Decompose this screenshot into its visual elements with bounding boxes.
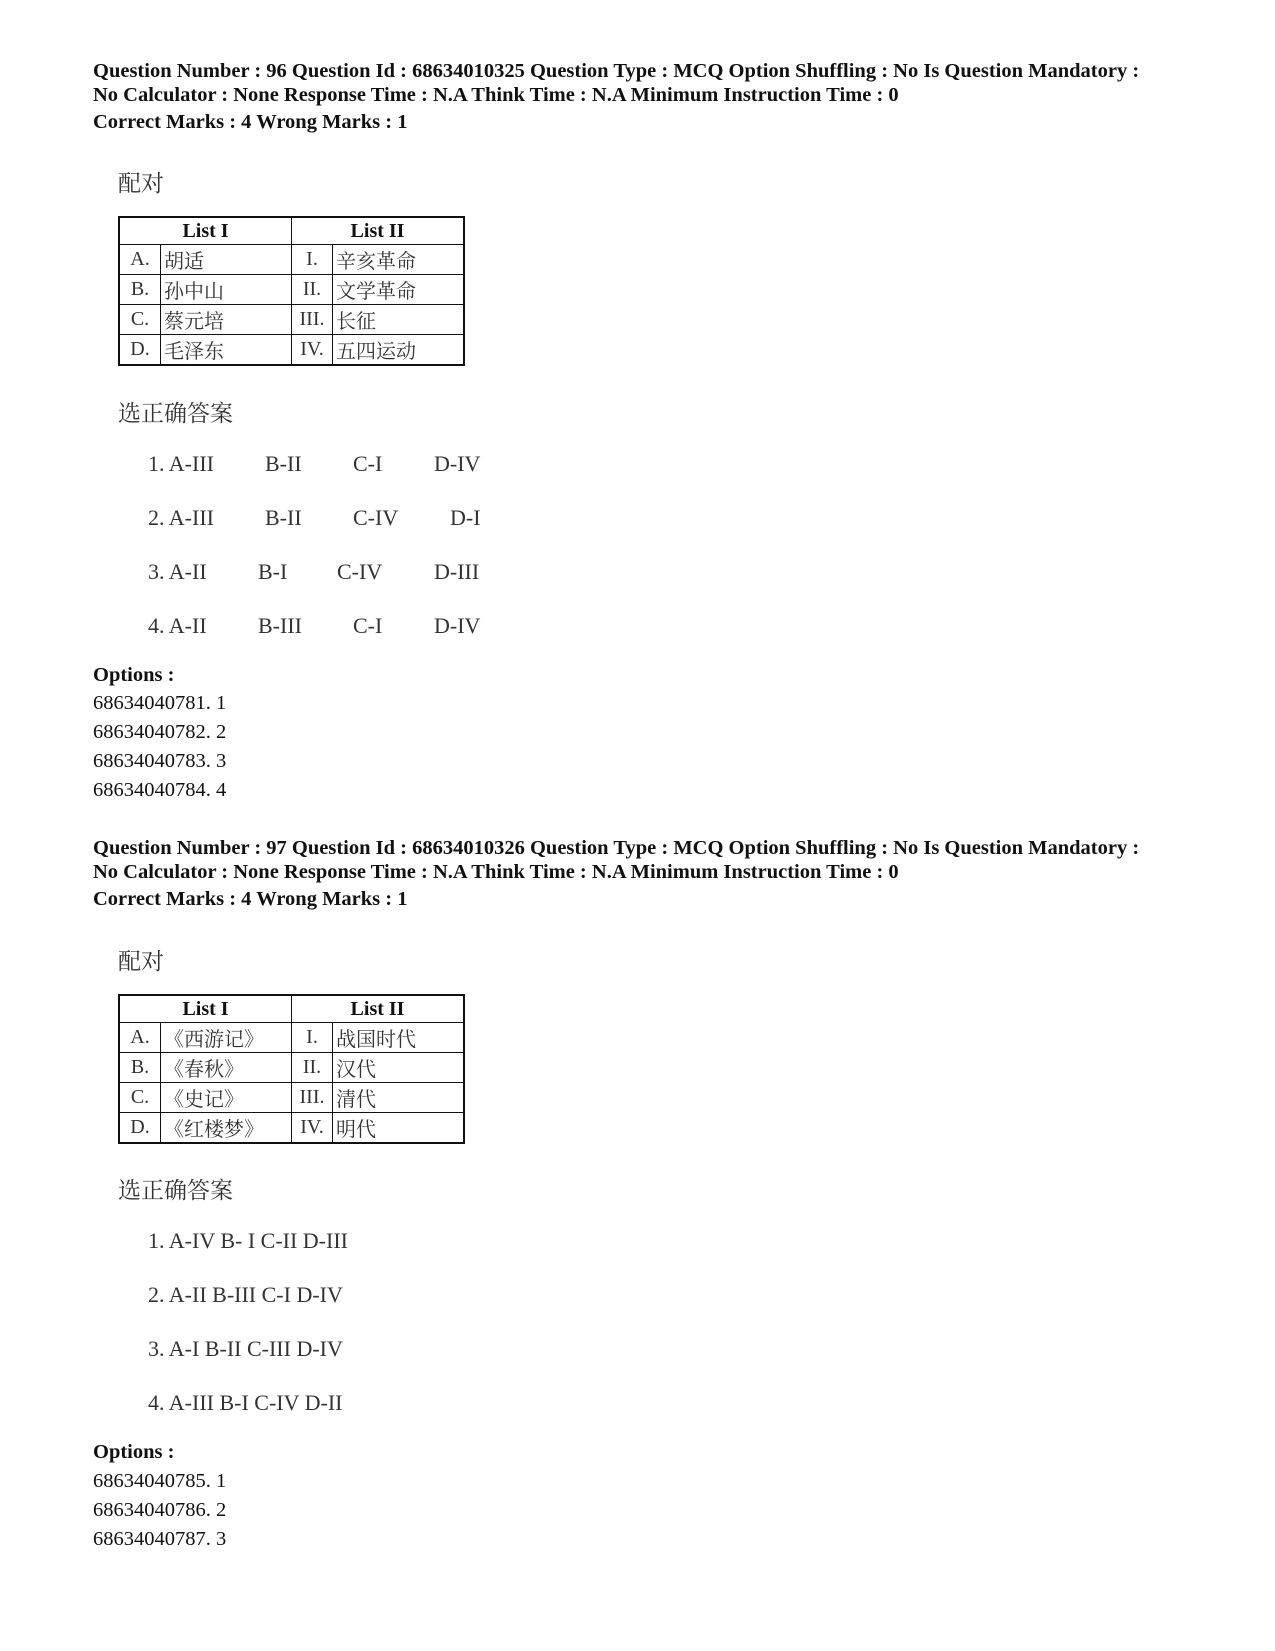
choice-part: B-III	[258, 613, 302, 638]
choice-part: B-II	[265, 505, 302, 530]
choice-part: 1. A-III	[148, 451, 214, 476]
list-1-key: D.	[119, 335, 161, 366]
question-96-heading: 配对	[118, 171, 164, 197]
list-2-value: 清代	[333, 1083, 465, 1113]
table-row	[119, 1053, 464, 1083]
list-1-key: A.	[119, 1023, 161, 1053]
question-96-instruction: 选正确答案	[118, 401, 233, 427]
question-96-meta	[93, 59, 1213, 107]
list-2-value: 汉代	[333, 1053, 465, 1083]
table-row	[119, 305, 464, 335]
list-2-header: List II	[292, 217, 465, 245]
question-meta-line: No Calculator : None Response Time : N.A Think Time : N.A Minimum Instruction Time : 0	[93, 861, 899, 883]
list-1-key: A.	[119, 245, 161, 275]
question-meta-line: Question Number : 97 Question Id : 68634010326 Question Type : MCQ Option Shuffling : No Is Question Mandatory :	[93, 837, 1140, 859]
choice-part: D-IV	[434, 451, 481, 476]
choice-part: 3. A-II	[148, 559, 207, 584]
list-2-value: 五四运动	[333, 335, 465, 366]
list-1-value: 《红楼梦》	[161, 1113, 292, 1144]
list-2-key: I.	[292, 1023, 333, 1053]
question-97-match-table	[118, 994, 465, 1144]
list-1-value: 《西游记》	[161, 1023, 292, 1053]
choice-part: 2. A-III	[148, 505, 214, 530]
list-1-key: C.	[119, 305, 161, 335]
question-96-match-table	[118, 216, 465, 366]
question-97-meta	[93, 836, 1213, 884]
choice-part: 4. A-II	[148, 613, 207, 638]
table-row	[119, 275, 464, 305]
choice-1: 1. A-IV B- I C-II D-III	[148, 1228, 348, 1253]
question-96-marks: Correct Marks : 4 Wrong Marks : 1	[93, 111, 408, 133]
table-row	[119, 335, 464, 366]
list-2-key: III.	[292, 1083, 333, 1113]
choice-part: D-III	[434, 559, 480, 584]
list-1-key: D.	[119, 1113, 161, 1144]
options-title: Options :	[93, 1441, 175, 1463]
choice-part: C-I	[353, 451, 383, 476]
question-97-marks: Correct Marks : 4 Wrong Marks : 1	[93, 888, 408, 910]
choice-2: 2. A-II B-III C-I D-IV	[148, 1282, 343, 1307]
list-1-value: 胡适	[161, 245, 292, 275]
list-1-key: B.	[119, 275, 161, 305]
question-meta-line: Question Number : 96 Question Id : 68634010325 Question Type : MCQ Option Shuffling : No Is Question Mandatory :	[93, 60, 1140, 82]
choice-part: B-I	[258, 559, 288, 584]
list-2-key: I.	[292, 245, 333, 275]
list-2-key: II.	[292, 275, 333, 305]
list-2-value: 长征	[333, 305, 465, 335]
choice-part: C-I	[353, 613, 383, 638]
option-item: 68634040781. 1	[93, 692, 227, 714]
option-item: 68634040782. 2	[93, 721, 227, 743]
question-meta-line: No Calculator : None Response Time : N.A Think Time : N.A Minimum Instruction Time : 0	[93, 84, 899, 106]
option-item: 68634040785. 1	[93, 1470, 227, 1492]
choice-part: D-I	[450, 505, 481, 530]
list-1-value: 《史记》	[161, 1083, 292, 1113]
choice-part: C-IV	[337, 559, 383, 584]
list-1-header: List I	[119, 995, 292, 1023]
list-2-key: II.	[292, 1053, 333, 1083]
table-row	[119, 1023, 464, 1053]
choice-4: 4. A-III B-I C-IV D-II	[148, 1390, 343, 1415]
list-2-key: IV.	[292, 335, 333, 366]
table-row	[119, 1113, 464, 1144]
list-1-value: 《春秋》	[161, 1053, 292, 1083]
list-2-header: List II	[292, 995, 465, 1023]
options-title: Options :	[93, 664, 175, 686]
choice-part: C-IV	[353, 505, 399, 530]
list-2-value: 明代	[333, 1113, 465, 1144]
question-97-instruction: 选正确答案	[118, 1178, 233, 1204]
choice-3: 3. A-I B-II C-III D-IV	[148, 1336, 343, 1361]
option-item: 68634040783. 3	[93, 750, 227, 772]
question-97-heading: 配对	[118, 949, 164, 975]
option-item: 68634040784. 4	[93, 779, 227, 801]
list-1-key: C.	[119, 1083, 161, 1113]
option-item: 68634040786. 2	[93, 1499, 227, 1521]
list-2-value: 文学革命	[333, 275, 465, 305]
list-2-value: 战国时代	[333, 1023, 465, 1053]
table-row	[119, 1083, 464, 1113]
choice-part: D-IV	[434, 613, 481, 638]
option-item: 68634040787. 3	[93, 1528, 227, 1550]
list-1-value: 孙中山	[161, 275, 292, 305]
list-1-key: B.	[119, 1053, 161, 1083]
list-2-key: IV.	[292, 1113, 333, 1144]
choice-part: B-II	[265, 451, 302, 476]
list-1-value: 毛泽东	[161, 335, 292, 366]
list-2-value: 辛亥革命	[333, 245, 465, 275]
list-1-header: List I	[119, 217, 292, 245]
list-2-key: III.	[292, 305, 333, 335]
list-1-value: 蔡元培	[161, 305, 292, 335]
table-row	[119, 245, 464, 275]
